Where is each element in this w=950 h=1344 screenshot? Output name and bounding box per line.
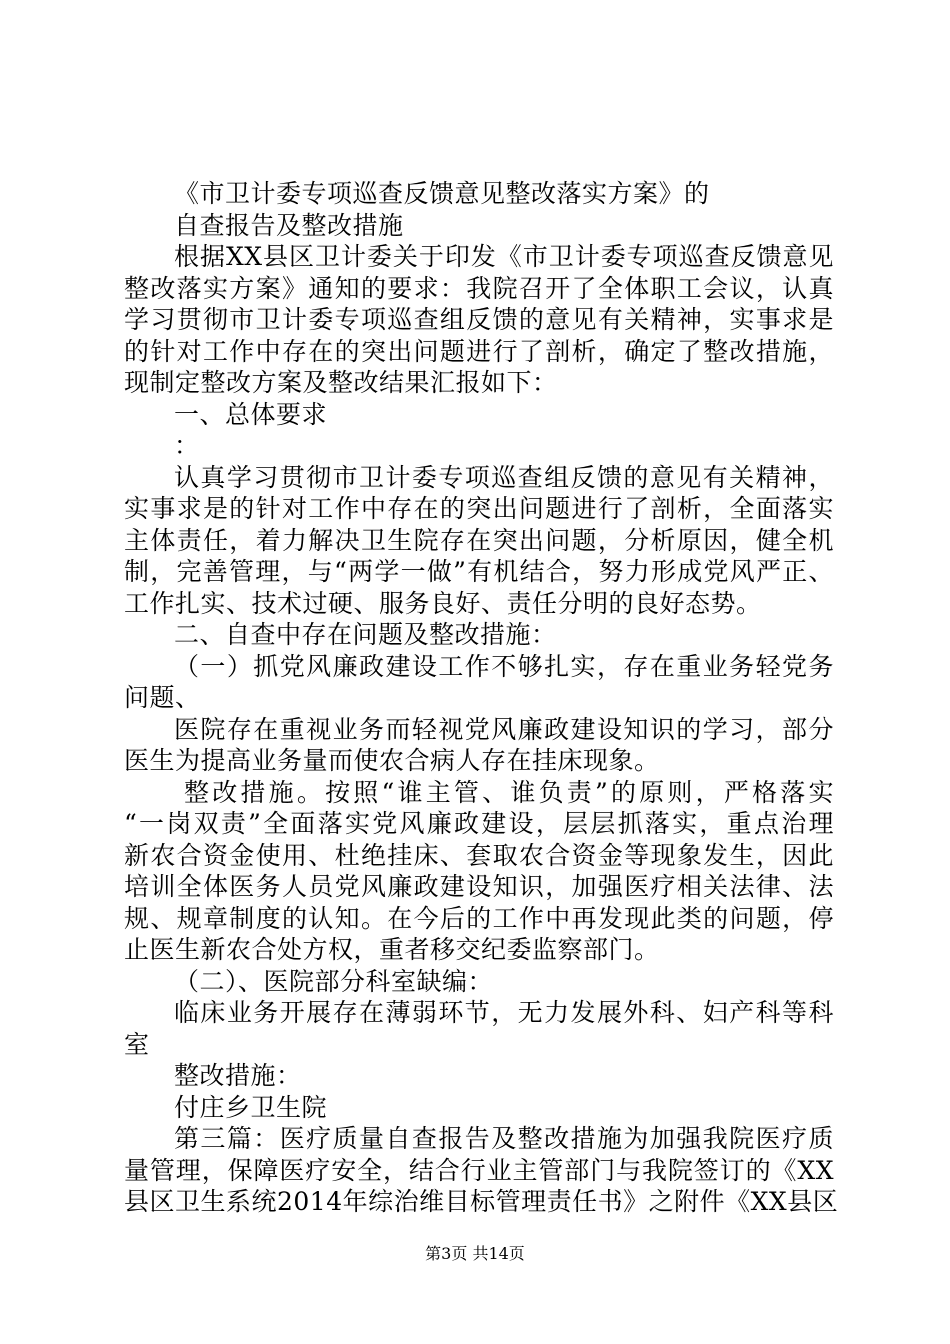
title-line-2: 自查报告及整改措施	[174, 210, 404, 240]
text-line: 实事求是的针对工作中存在的突出问题进行了剖析，全面落实	[124, 494, 834, 523]
text-line: 规、规章制度的认知。在今后的工作中再发现此类的问题，停	[124, 903, 834, 933]
text-line: 室	[124, 1029, 150, 1059]
section-heading-2: 二、自查中存在问题及整改措施：	[174, 620, 557, 649]
text-line: 整改落实方案》通知的要求：我院召开了全体职工会议，认真	[124, 273, 834, 303]
subsection-heading-2: （二）、医院部分科室缺编：	[174, 966, 494, 996]
text-line: 根据XX县区卫计委关于印发《市卫计委专项巡查反馈意见	[174, 242, 834, 271]
text-line: 的针对工作中存在的突出问题进行了剖析，确定了整改措施，	[124, 336, 834, 366]
title-line-1: 《市卫计委专项巡查反馈意见整改落实方案》的	[174, 179, 710, 208]
text-line: 付庄乡卫生院	[174, 1092, 328, 1122]
text-line: 临床业务开展存在薄弱环节，无力发展外科、妇产科等科	[174, 998, 834, 1027]
text-line: 新农合资金使用、杜绝挂床、套取农合资金等现象发生，因此	[124, 840, 834, 870]
text-line: 医生为提高业务量而使农合病人存在挂床现象。	[124, 746, 660, 775]
text-line: 止医生新农合处方权，重者移交纪委监察部门。	[124, 935, 660, 964]
text-line: ：	[174, 431, 200, 460]
text-line: 问题、	[124, 683, 201, 712]
text-line: 学习贯彻市卫计委专项巡查组反馈的意见有关精神，实事求是	[124, 305, 834, 334]
text-line: 培训全体医务人员党风廉政建设知识，加强医疗相关法律、法	[124, 872, 834, 901]
subsection-heading-1: （一）抓党风廉政建设工作不够扎实，存在重业务轻党务	[174, 651, 834, 681]
text-line: 整改措施。按照“谁主管、谁负责”的原则，严格落实	[184, 777, 834, 807]
text-line: 主体责任，着力解决卫生院存在突出问题，分析原因，健全机	[124, 525, 834, 555]
text-line: 整改措施：	[174, 1061, 302, 1090]
text-line: “一岗双责”全面落实党风廉政建设，层层抓落实，重点治理	[124, 809, 834, 838]
text-line: 医院存在重视业务而轻视党风廉政建设知识的学习，部分	[174, 714, 834, 744]
text-line: 工作扎实、技术过硬、服务良好、责任分明的良好态势。	[124, 588, 762, 618]
section-heading-1: 一、总体要求	[174, 399, 328, 429]
document-body	[124, 178, 839, 1218]
text-line: 制，完善管理，与“两学一做”有机结合，努力形成党风严正、	[124, 557, 834, 586]
text-line: 认真学习贯彻市卫计委专项巡查组反馈的意见有关精神，	[174, 462, 834, 492]
text-line: 第三篇：医疗质量自查报告及整改措施为加强我院医疗质	[174, 1124, 834, 1153]
text-line: 量管理，保障医疗安全，结合行业主管部门与我院签订的《XX	[124, 1155, 834, 1185]
text-line: 县区卫生系统2014年综治维目标管理责任书》之附件《XX县区	[124, 1187, 839, 1216]
page-number-footer: 第3页 共14页	[425, 1244, 525, 1263]
text-line: 现制定整改方案及整改结果汇报如下：	[124, 368, 558, 397]
